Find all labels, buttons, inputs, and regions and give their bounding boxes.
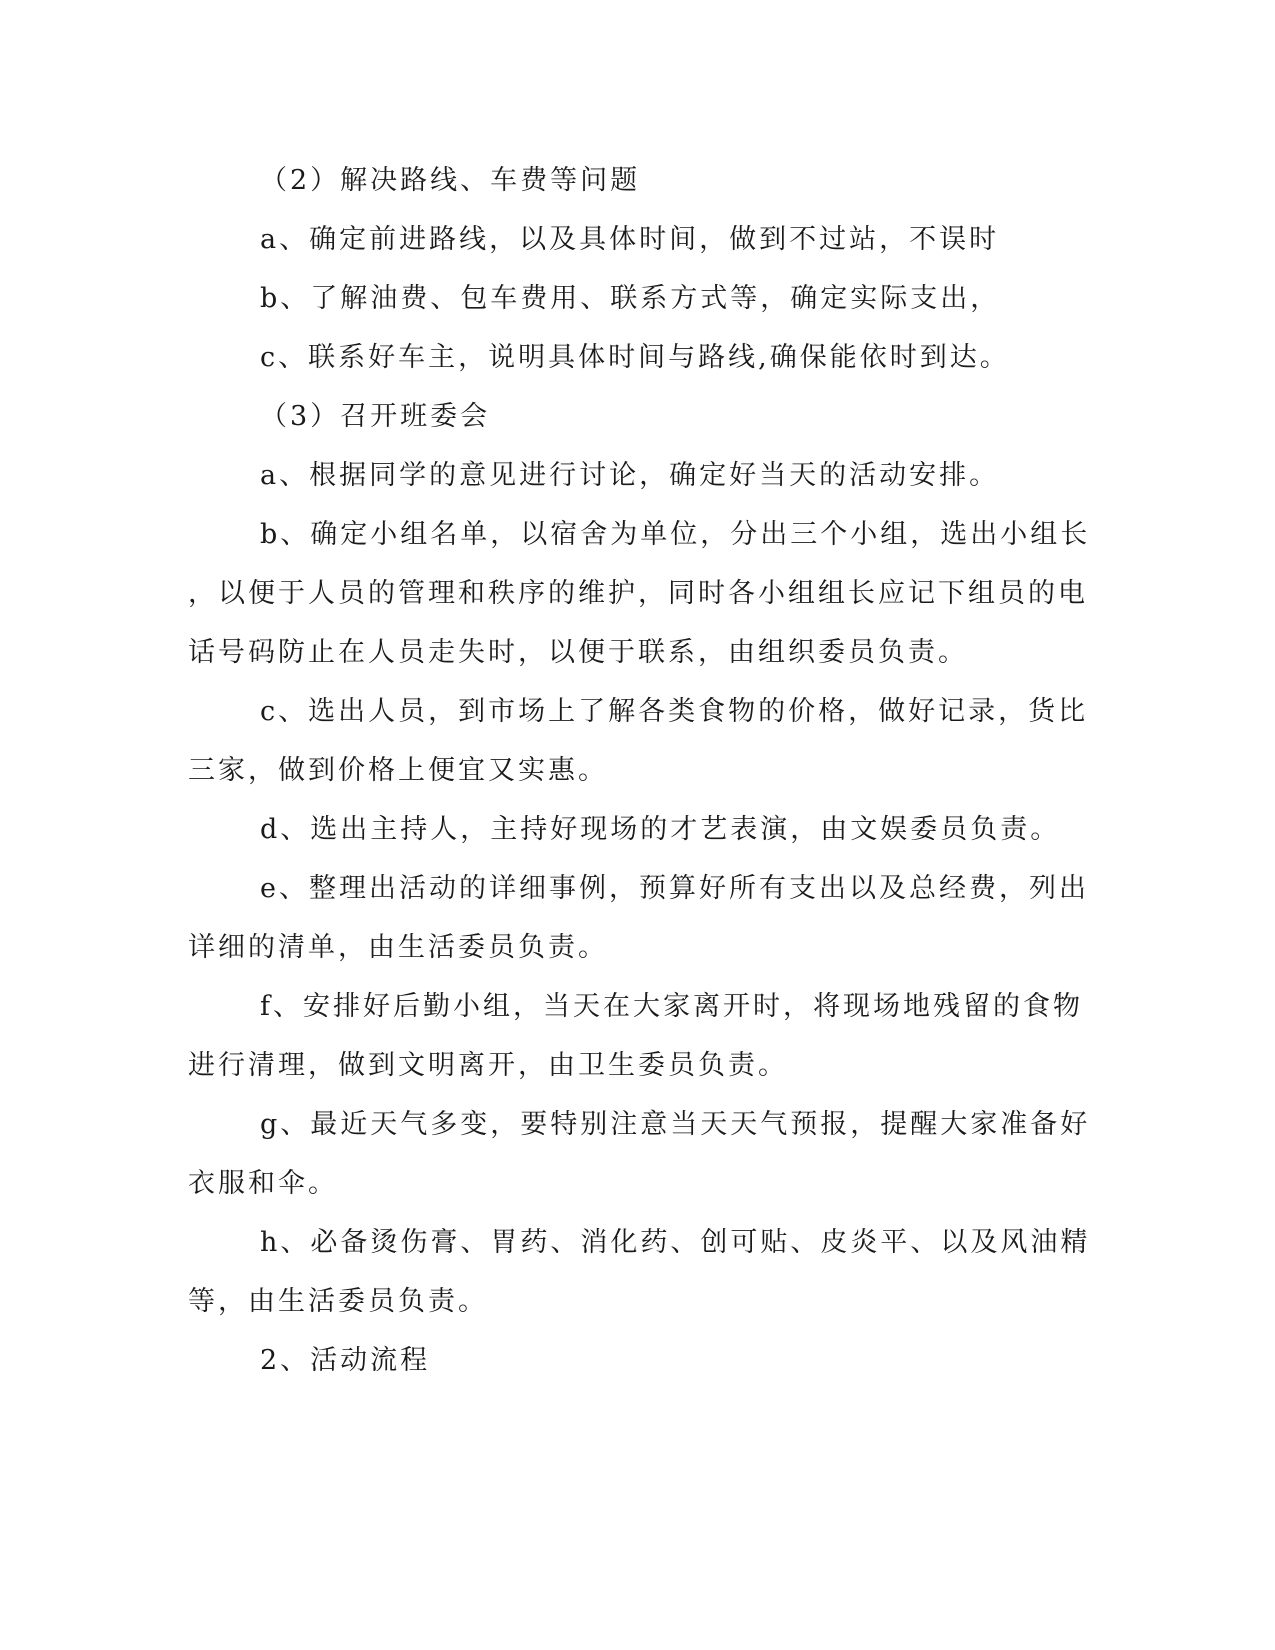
section-heading: （3）召开班委会 xyxy=(260,401,491,432)
text-line: c、联系好车主，说明具体时间与路线,确保能依时到达。 xyxy=(260,342,1010,373)
text-line: a、确定前进路线，以及具体时间，做到不过站，不误时 xyxy=(260,224,1000,255)
text-line: 详细的清单，由生活委员负责。 xyxy=(188,932,608,963)
text-line: f、安排好后勤小组，当天在大家离开时，将现场地残留的食物 xyxy=(260,991,1083,1022)
section-heading: 2、活动流程 xyxy=(260,1345,431,1376)
section-heading: （2）解决路线、车费等问题 xyxy=(260,165,641,196)
text-line: c、选出人员，到市场上了解各类食物的价格，做好记录，货比 xyxy=(260,696,1089,727)
text-line: 进行清理，做到文明离开，由卫生委员负责。 xyxy=(188,1050,788,1081)
text-line: g、最近天气多变，要特别注意当天天气预报，提醒大家准备好 xyxy=(260,1109,1091,1140)
text-line: 等，由生活委员负责。 xyxy=(188,1286,488,1317)
text-line: 三家，做到价格上便宜又实惠。 xyxy=(188,755,608,786)
text-line: 衣服和伞。 xyxy=(188,1168,338,1199)
text-line: a、根据同学的意见进行讨论，确定好当天的活动安排。 xyxy=(260,460,1000,491)
text-line: h、必备烫伤膏、胃药、消化药、创可贴、皮炎平、以及风油精 xyxy=(260,1227,1091,1258)
text-line: d、选出主持人，主持好现场的才艺表演，由文娱委员负责。 xyxy=(260,814,1061,845)
text-line: b、了解油费、包车费用、联系方式等，确定实际支出， xyxy=(260,283,1001,314)
text-line: b、确定小组名单，以宿舍为单位，分出三个小组，选出小组长 xyxy=(260,519,1091,550)
text-line: 话号码防止在人员走失时，以便于联系，由组织委员负责。 xyxy=(188,637,968,668)
text-line: e、整理出活动的详细事例，预算好所有支出以及总经费，列出 xyxy=(260,873,1089,904)
text-line: ，以便于人员的管理和秩序的维护，同时各小组组长应记下组员的电 xyxy=(188,578,1088,609)
